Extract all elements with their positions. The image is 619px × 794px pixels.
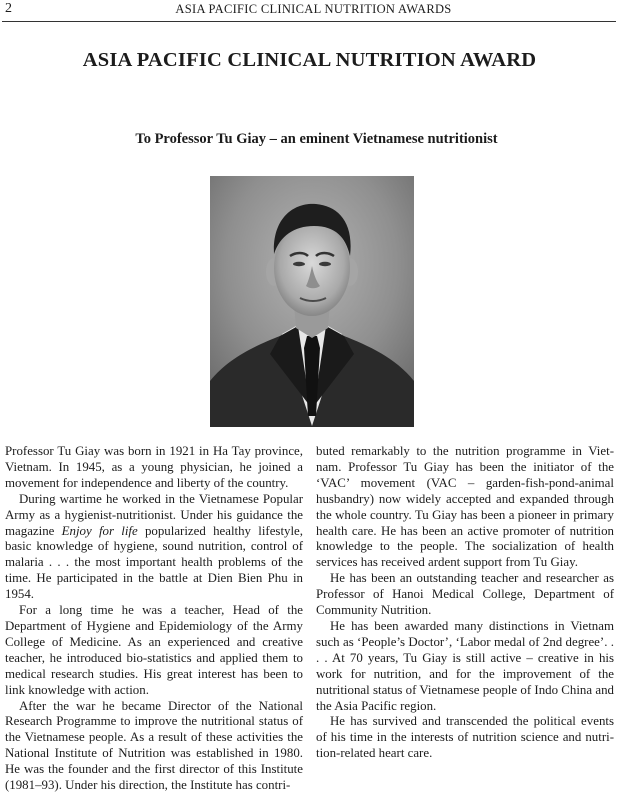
magazine-title: Enjoy for life [61, 523, 138, 538]
left-column [5, 444, 303, 794]
paragraph: Professor Tu Giay was born in 1921 in Ha Tay province, Vietnam. In 1945, as a young physician, he joined a movement for independence and liberty of the country. [5, 444, 303, 490]
paragraph: After the war he became Director of the National Research Programme to improve the nutritional status of the Vietnamese people. As a result of these activities the National Institute of Nutrition was established in 1980. He was the founder and the first director of this Institute (1981–93). Under his direction, the Institute has contri- [5, 698, 303, 793]
paragraph: He has been awarded many distinctions in Vietnam such as ‘People’s Doctor’, ‘Labor medal of 2nd degree’. . . . At 70 years, Tu Giay is still active – creative in his work for nutrition, and for the improvement of the nutritional status of Vietnamese people of Indo China and the Asia Pacific region. [316, 618, 614, 713]
paragraph: During wartime he worked in the Vietnamese Popular Army as a hygienist-nutritionist. Under his guidance the magazine Enjoy for life popularized healthy lifestyle, basic knowledge of hygiene, sound nutrition, control of malaria . . . the most important health problems of the time. He participated in the battle at Dien Bien Phu in 1954. [5, 491, 303, 602]
right-column [316, 444, 614, 762]
paragraph: He has survived and transcended the political events of his time in the interests of nutrition science and nutri-tion-related heart care. [316, 714, 614, 761]
page-number: 2 [5, 1, 13, 16]
paragraph: buted remarkably to the nutrition programme in Viet-nam. Professor Tu Giay has been the initiator of the ‘VAC’ movement (VAC – garden-fish-pond-animal husbandry) now widely accepted and expanded through the whole country. Tu Giay has been a pioneer in primary health care. He has been an active promoter of nutrition knowledge to the people. The socialization of health services has received ardent support from Tu Giay. [316, 444, 614, 570]
article-body [5, 444, 614, 793]
running-head: ASIA PACIFIC CLINICAL NUTRITION AWARDS [175, 2, 452, 16]
article-subtitle: To Professor Tu Giay – an eminent Vietnamese nutritionist [135, 131, 498, 147]
article-title: ASIA PACIFIC CLINICAL NUTRITION AWARD [82, 49, 537, 71]
paragraph: He has been an outstanding teacher and researcher as Professor of Hanoi Medical College, Department of Community Nutrition. [316, 571, 614, 618]
header-rule [2, 21, 616, 22]
portrait-photo [210, 176, 414, 427]
portrait-illustration [210, 176, 414, 427]
paragraph: For a long time he was a teacher, Head of the Department of Hygiene and Epidemiology of the Army College of Medicine. As an experienced and creative teacher, he introduced bio-statistics and applied them to medical research studies. His great interest has been to link knowledge with action. [5, 603, 303, 697]
